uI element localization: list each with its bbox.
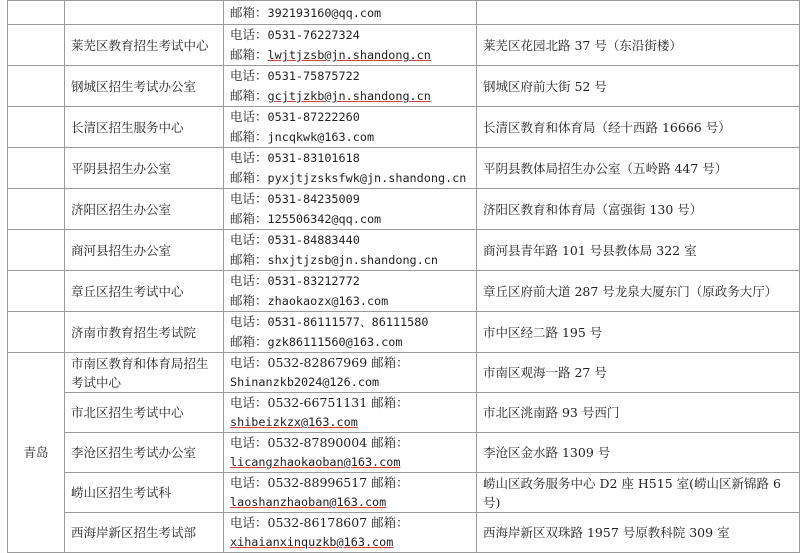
- table-row: [8, 107, 800, 148]
- email-value: licangzhaokaoban@163.com: [230, 455, 401, 469]
- phone-email-line: 电话：0532-86178607 邮箱：: [230, 515, 409, 530]
- contact-cell: [224, 312, 477, 353]
- org-name-cell: 商河县招生办公室: [65, 230, 224, 271]
- phone-line: [230, 107, 470, 127]
- email-line: [230, 250, 470, 270]
- email-label: 邮箱：: [230, 334, 268, 349]
- contact-cell: [224, 230, 477, 271]
- phone-value: 0531-87222260: [267, 110, 360, 124]
- city-cell: [8, 66, 65, 107]
- table-row: [8, 473, 800, 513]
- contact-cell: [224, 271, 477, 312]
- table-row: [8, 353, 800, 393]
- address-cell: 平阴县教体局招生办公室（五岭路 447 号）: [477, 148, 800, 189]
- email-value: shibeizkzx@163.com: [230, 415, 358, 429]
- email-line: [230, 127, 470, 147]
- email-line: [230, 86, 470, 106]
- phone-label: 电话：: [230, 150, 268, 165]
- city-cell: [8, 189, 65, 230]
- org-cell: [65, 1, 224, 25]
- email-label: 邮箱：: [230, 170, 268, 185]
- phone-label: 电话：: [230, 314, 268, 329]
- email-line: [230, 332, 470, 352]
- contact-cell: [224, 393, 477, 433]
- email-value: 392193160@qq.com: [267, 5, 382, 20]
- table-row: [8, 312, 800, 353]
- email-value: jncqkwk@163.com: [267, 130, 375, 144]
- phone-label: 电话：: [230, 273, 268, 288]
- phone-label: 电话：: [230, 27, 268, 42]
- address-cell: 钢城区府前大街 52 号: [477, 66, 800, 107]
- phone-line: [230, 148, 470, 168]
- phone-value: 0531-75875722: [267, 69, 360, 83]
- phone-value: 0531-84235009: [267, 192, 360, 206]
- city-cell: [8, 271, 65, 312]
- email-value: gzk86111560@163.com: [267, 335, 403, 349]
- email-line: [230, 492, 470, 512]
- address-cell: 李沧区金水路 1309 号: [477, 433, 800, 473]
- email-value: pyxjtjzsksfwk@jn.shandong.cn: [267, 171, 467, 185]
- contact-cell: [224, 353, 477, 393]
- contact-cell: [224, 148, 477, 189]
- address-cell: 西海岸新区双珠路 1957 号原教科院 309 室: [477, 513, 800, 553]
- email-value: Shinanzkb2024@126.com: [230, 375, 380, 389]
- phone-value: 0531-84883440: [267, 233, 360, 247]
- table-row: [8, 66, 800, 107]
- email-value: lwjtjzsb@jn.shandong.cn: [267, 48, 431, 62]
- email-line: [230, 452, 470, 472]
- address-cell: 莱芜区花园北路 37 号（东沿街楼）: [477, 25, 800, 66]
- phone-email-line: 电话：0532-82867969 邮箱：: [230, 355, 409, 370]
- city-cell: [8, 312, 65, 353]
- org-name-cell: 西海岸新区招生考试部: [65, 513, 224, 553]
- table-row: [8, 393, 800, 433]
- address-cell: 市南区观海一路 27 号: [477, 353, 800, 393]
- org-name-cell: 钢城区招生考试办公室: [65, 66, 224, 107]
- contact-cell: [224, 66, 477, 107]
- email-line: [230, 209, 470, 229]
- email-label: 邮箱：: [230, 88, 268, 103]
- phone-line: [230, 189, 470, 209]
- phone-email-line: 电话：0532-87890004 邮箱：: [230, 435, 409, 450]
- contact-cell: [224, 107, 477, 148]
- address-cell: 济阳区教育和体育局（富强街 130 号）: [477, 189, 800, 230]
- enrollment-office-table: [7, 0, 800, 553]
- phone-email-line: 电话：0532-66751131 邮箱：: [230, 395, 409, 410]
- table-row: [8, 271, 800, 312]
- email-value: shxjtjzsb@jn.shandong.cn: [267, 253, 438, 267]
- phone-value: 0531-83101618: [267, 151, 360, 165]
- org-name-cell: 章丘区招生考试中心: [65, 271, 224, 312]
- address-cell: [477, 1, 800, 25]
- email-value: xihaianxinquzkb@163.com: [230, 535, 394, 549]
- contact-cell: [224, 1, 477, 25]
- phone-value: 0531-83212772: [267, 274, 360, 288]
- city-cell: [8, 148, 65, 189]
- email-label: 邮箱：: [230, 293, 268, 308]
- contact-cell: [224, 513, 477, 553]
- phone-label: 电话：: [230, 232, 268, 247]
- address-cell: 长清区教育和体育局（经十西路 16666 号）: [477, 107, 800, 148]
- contact-cell: [224, 25, 477, 66]
- org-name-cell: 长清区招生服务中心: [65, 107, 224, 148]
- contact-cell: [224, 473, 477, 513]
- org-name-cell: 崂山区招生考试科: [65, 473, 224, 513]
- address-cell: 崂山区政务服务中心 D2 座 H515 室(崂山区新锦路 6 号): [477, 473, 800, 513]
- table-row: [8, 433, 800, 473]
- email-line: [230, 291, 470, 311]
- email-value: gcjtjzkb@jn.shandong.cn: [267, 89, 431, 103]
- city-cell: [8, 1, 65, 25]
- email-line: [230, 532, 470, 552]
- org-name-cell: 李沧区招生考试办公室: [65, 433, 224, 473]
- email-line: [230, 412, 470, 432]
- city-cell: [8, 230, 65, 271]
- contact-cell: [224, 433, 477, 473]
- email-line: [230, 372, 470, 392]
- address-cell: 市北区洮南路 93 号西门: [477, 393, 800, 433]
- phone-label: 电话：: [230, 191, 268, 206]
- email-label: 邮箱：: [230, 129, 268, 144]
- org-name-cell: 市南区教育和体育局招生考试中心: [65, 353, 224, 393]
- phone-line: [230, 230, 470, 250]
- phone-email-line: 电话：0532-88996517 邮箱：: [230, 475, 409, 490]
- address-cell: 商河县青年路 101 号县教体局 322 室: [477, 230, 800, 271]
- phone-label: 电话：: [230, 68, 268, 83]
- address-cell: 章丘区府前大道 287 号龙泉大厦东门（原政务大厅）: [477, 271, 800, 312]
- email-line: [230, 45, 470, 65]
- phone-value: 0531-76227324: [267, 28, 360, 42]
- org-name-cell: 市北区招生考试中心: [65, 393, 224, 433]
- email-label: 邮箱：: [230, 211, 268, 226]
- table-row: [8, 1, 800, 25]
- email-value: zhaokaozx@163.com: [267, 294, 389, 308]
- contact-cell: [224, 189, 477, 230]
- email-label: 邮箱：: [230, 252, 268, 267]
- table-row: [8, 513, 800, 553]
- table-row: [8, 189, 800, 230]
- table-row: [8, 230, 800, 271]
- city-cell: [8, 25, 65, 66]
- phone-line: [230, 312, 470, 332]
- org-name-cell: 平阴县招生办公室: [65, 148, 224, 189]
- phone-value: 0531-86111577、86111580: [267, 315, 429, 329]
- address-cell: 市中区经二路 195 号: [477, 312, 800, 353]
- phone-line: [230, 25, 470, 45]
- email-line: [230, 168, 470, 188]
- email-label: 邮箱：: [230, 47, 268, 62]
- city-cell: 青岛: [8, 353, 65, 553]
- city-cell: [8, 107, 65, 148]
- table-row: [8, 148, 800, 189]
- org-name-cell: 济南市教育招生考试院: [65, 312, 224, 353]
- org-name-cell: 济阳区招生办公室: [65, 189, 224, 230]
- email-value: laoshanzhaoban@163.com: [230, 495, 387, 509]
- email-value: 125506342@qq.com: [267, 212, 382, 226]
- phone-line: [230, 66, 470, 86]
- org-name-cell: 莱芜区教育招生考试中心: [65, 25, 224, 66]
- phone-line: [230, 271, 470, 291]
- phone-label: 电话：: [230, 109, 268, 124]
- table-row: [8, 25, 800, 66]
- email-line: 邮箱：392193160@qq.com: [230, 4, 382, 20]
